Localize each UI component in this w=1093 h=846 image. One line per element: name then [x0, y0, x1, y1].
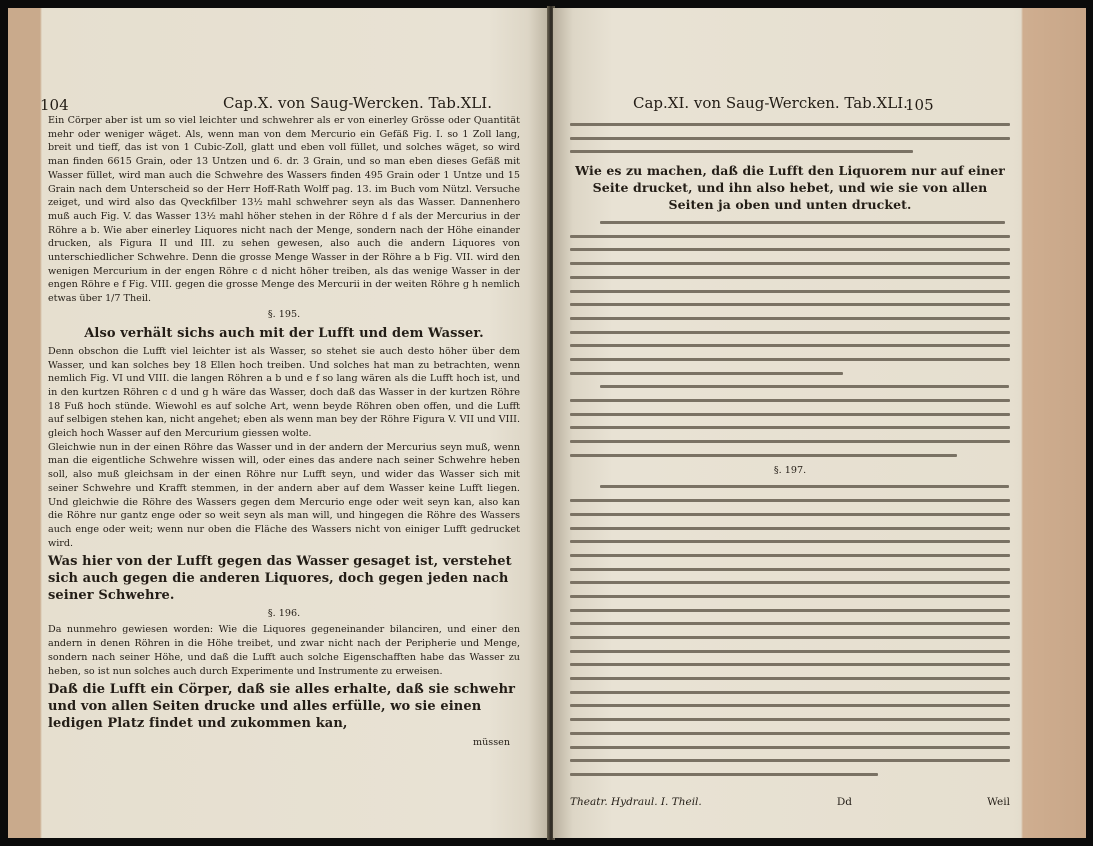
section-heading-195: Also verhält sichs auch mit der Lufft und dem Wasser. — [84, 325, 484, 341]
left-text-block — [48, 98, 520, 750]
text-line — [570, 145, 1010, 159]
text-line — [570, 576, 1010, 590]
section-number-195: §. 195. — [48, 308, 520, 322]
text-line — [570, 563, 1010, 577]
section-heading-195-b: Was hier von der Lufft gegen das Wasser gesaget ist, verstehet sich auch gegen die anderen Liquores, doch gegen jeden nach seiner Schwehre. — [48, 554, 512, 604]
text-line — [570, 367, 1010, 381]
text-line — [570, 535, 1010, 549]
text-line — [570, 326, 1010, 340]
text-line — [570, 118, 1010, 132]
text-line — [570, 522, 1010, 536]
running-head-left: Cap.X. von Saug-Wercken. Tab.XLI. — [223, 94, 492, 112]
paragraph-196: Da nunmehro gewiesen worden: Wie die Liquores gegeneinander bilanciren, und einer den andern in denen Röhren in die Höhe treibet, und zwar nicht nach der Peripherie und Menge, sondern nach seiner Höhe, und daß die Lufft auch solche Eigenschafften habe das Wasser zu heben, so ist nun solches auch durch Experimente und Instrumente zu erweisen. — [48, 624, 520, 677]
section-number-197: §. 197. — [570, 464, 1010, 478]
text-line — [570, 590, 1010, 604]
text-line — [570, 230, 1010, 244]
intro-paragraph: Ein Cörper aber ist um so viel leichter und schwehrer als er von einerley Grösse oder Quantität mehr oder weniger wäget. Als, wenn man von dem Mercurio ein Gefäß Fig. I. so 1 Zoll lang, breit und tieff, das ist von 1 Cubic-Zoll, glatt und eben voll füllet, und solches wäget, so wird man finden 6615 Grain, oder 13 Untzen und 6. dr. 3 Grain, und so man eben dieses Gefäß mit Wasser füllet, wird man auch die Schwehre des Wassers finden 495 Grain oder 1 Untze und 15 Grain nach dem Unterscheid so der Herr Hoff-Rath Wolff pag. 13. im Buch vom Nützl. Versuche zeiget, und wird also das Qveckfilber 13½ mahl schwehrer seyn als das Wasser. Dannenhero muß auch Fig. V. das Wasser 13½ mahl höher stehen in der Röhre d f als der Mercurius in der Röhre a b. Wie aber einerley Liquores nicht nach der Menge, sondern nach der Höhe einander drucken, als Figura II und III. zu sehen gewesen, also auch die andern Liquores von unterschiedlicher Schwehre. Denn die grosse Menge Wasser in der Röhre a b Fig. VII. wird den wenigen Mercurium in der engen Röhre c d nicht höher treiben, als das wenige Wasser in der engen Röhre e f Fig. VIII. gegen die grosse Menge des Mercurii in der weiten Röhre g h nemlich etwas über 1/7 Theil. — [48, 115, 520, 305]
text-line — [570, 754, 1010, 768]
paragraph-195-a: Denn obschon die Lufft viel leichter ist als Wasser, so stehet sie auch desto höher über dem Wasser, und kan solches bey 18 Ellen hoch treiben. Und solches hat man zu betrachten, wenn nemlich Fig. VI und VIII. die langen Röhren a b und e f so lang wären als die Lufft hoch ist, und in den kurtzen Röhren c d und g h wäre das Wasser, doch daß das Wasser in der kurtzen Röhre 18 Fuß hoch stünde. Wiewohl es auf solche Art, wenn beyde Röhren oben offen, und die Lufft auf selbigen stehen kan, nicht angehet; eben als wenn man bey der Röhre Figura V. VII und VIII. gleich hoch Wasser auf den Mercurium giessen wolte. — [48, 345, 520, 440]
text-line — [570, 631, 1010, 645]
text-line — [570, 768, 1010, 782]
text-line — [570, 394, 1010, 408]
page-number-left: 104 — [40, 96, 69, 114]
text-line — [570, 645, 1010, 659]
right-page — [553, 8, 1086, 838]
signature-mark: Dd — [836, 795, 852, 808]
left-page — [8, 8, 549, 838]
text-line — [570, 686, 1010, 700]
text-line — [570, 617, 1010, 631]
text-line — [570, 271, 1010, 285]
text-line — [570, 353, 1010, 367]
text-line — [570, 741, 1010, 755]
text-line — [570, 408, 1010, 422]
text-line — [570, 435, 1010, 449]
section-heading-196: Daß die Lufft ein Cörper, daß sie alles erhalte, daß sie schwehr und von allen Seiten drucke und alles erfülle, wo sie einen ledigen Platz findet und zukommen kan, — [48, 682, 516, 732]
catchword-left: müssen — [473, 737, 510, 749]
footer-title: Theatr. Hydraul. I. Theil. — [570, 795, 702, 808]
text-line — [570, 216, 1010, 230]
text-line — [570, 285, 1010, 299]
body-paragraph-b — [570, 380, 1010, 462]
text-line — [570, 480, 1010, 494]
catchword-right: Weil — [987, 795, 1010, 808]
text-line — [570, 243, 1010, 257]
text-line — [570, 449, 1010, 463]
text-line — [570, 132, 1010, 146]
text-line — [570, 421, 1010, 435]
text-line — [570, 257, 1010, 271]
text-line — [570, 604, 1010, 618]
text-line — [570, 713, 1010, 727]
text-line — [570, 494, 1010, 508]
text-line — [570, 339, 1010, 353]
text-line — [570, 508, 1010, 522]
opening-lines — [570, 118, 1010, 159]
section-heading-top: Wie es zu machen, daß die Lufft den Liquorem nur auf einer Seite drucket, und ihn also hebet, und wie sie von allen Seiten ja oben und unten drucket. — [575, 163, 1005, 213]
text-line — [570, 658, 1010, 672]
body-paragraph-197 — [570, 480, 1010, 781]
section-number-196: §. 196. — [48, 607, 520, 621]
text-line — [570, 312, 1010, 326]
text-line — [570, 699, 1010, 713]
paragraph-195-b: Gleichwie nun in der einen Röhre das Wasser und in der andern der Mercurius seyn muß, wenn man die eigentliche Schwehre wissen will, oder eines das andere nach seiner Schwehre heben soll, also muß gleichsam in der einen Röhre nur Lufft seyn, und wider das Wasser sich mit seiner Schwehre und Krafft stemmen, in der andern aber auf dem Wasser keine Lufft liegen. Und gleichwie die Röhre des Wassers gegen dem Mercurio enge oder weit seyn kan, also kan die Röhre nur gantz enge oder so weit seyn als man will, und hingegen die Röhre des Wassers auch enge oder weit; wenn nur oben die Fläche des Wassers nicht von einiger Lufft gedrucket wird. — [48, 441, 520, 549]
running-head-right: Cap.XI. von Saug-Wercken. Tab.XLI. — [633, 94, 908, 112]
body-paragraph-a — [570, 216, 1010, 380]
text-line — [570, 549, 1010, 563]
page-number-right: 105 — [905, 96, 934, 114]
right-text-block — [570, 98, 1010, 808]
text-line — [570, 298, 1010, 312]
text-line — [570, 672, 1010, 686]
text-line — [570, 380, 1010, 394]
text-line — [570, 727, 1010, 741]
page-footer-right — [570, 796, 1010, 808]
